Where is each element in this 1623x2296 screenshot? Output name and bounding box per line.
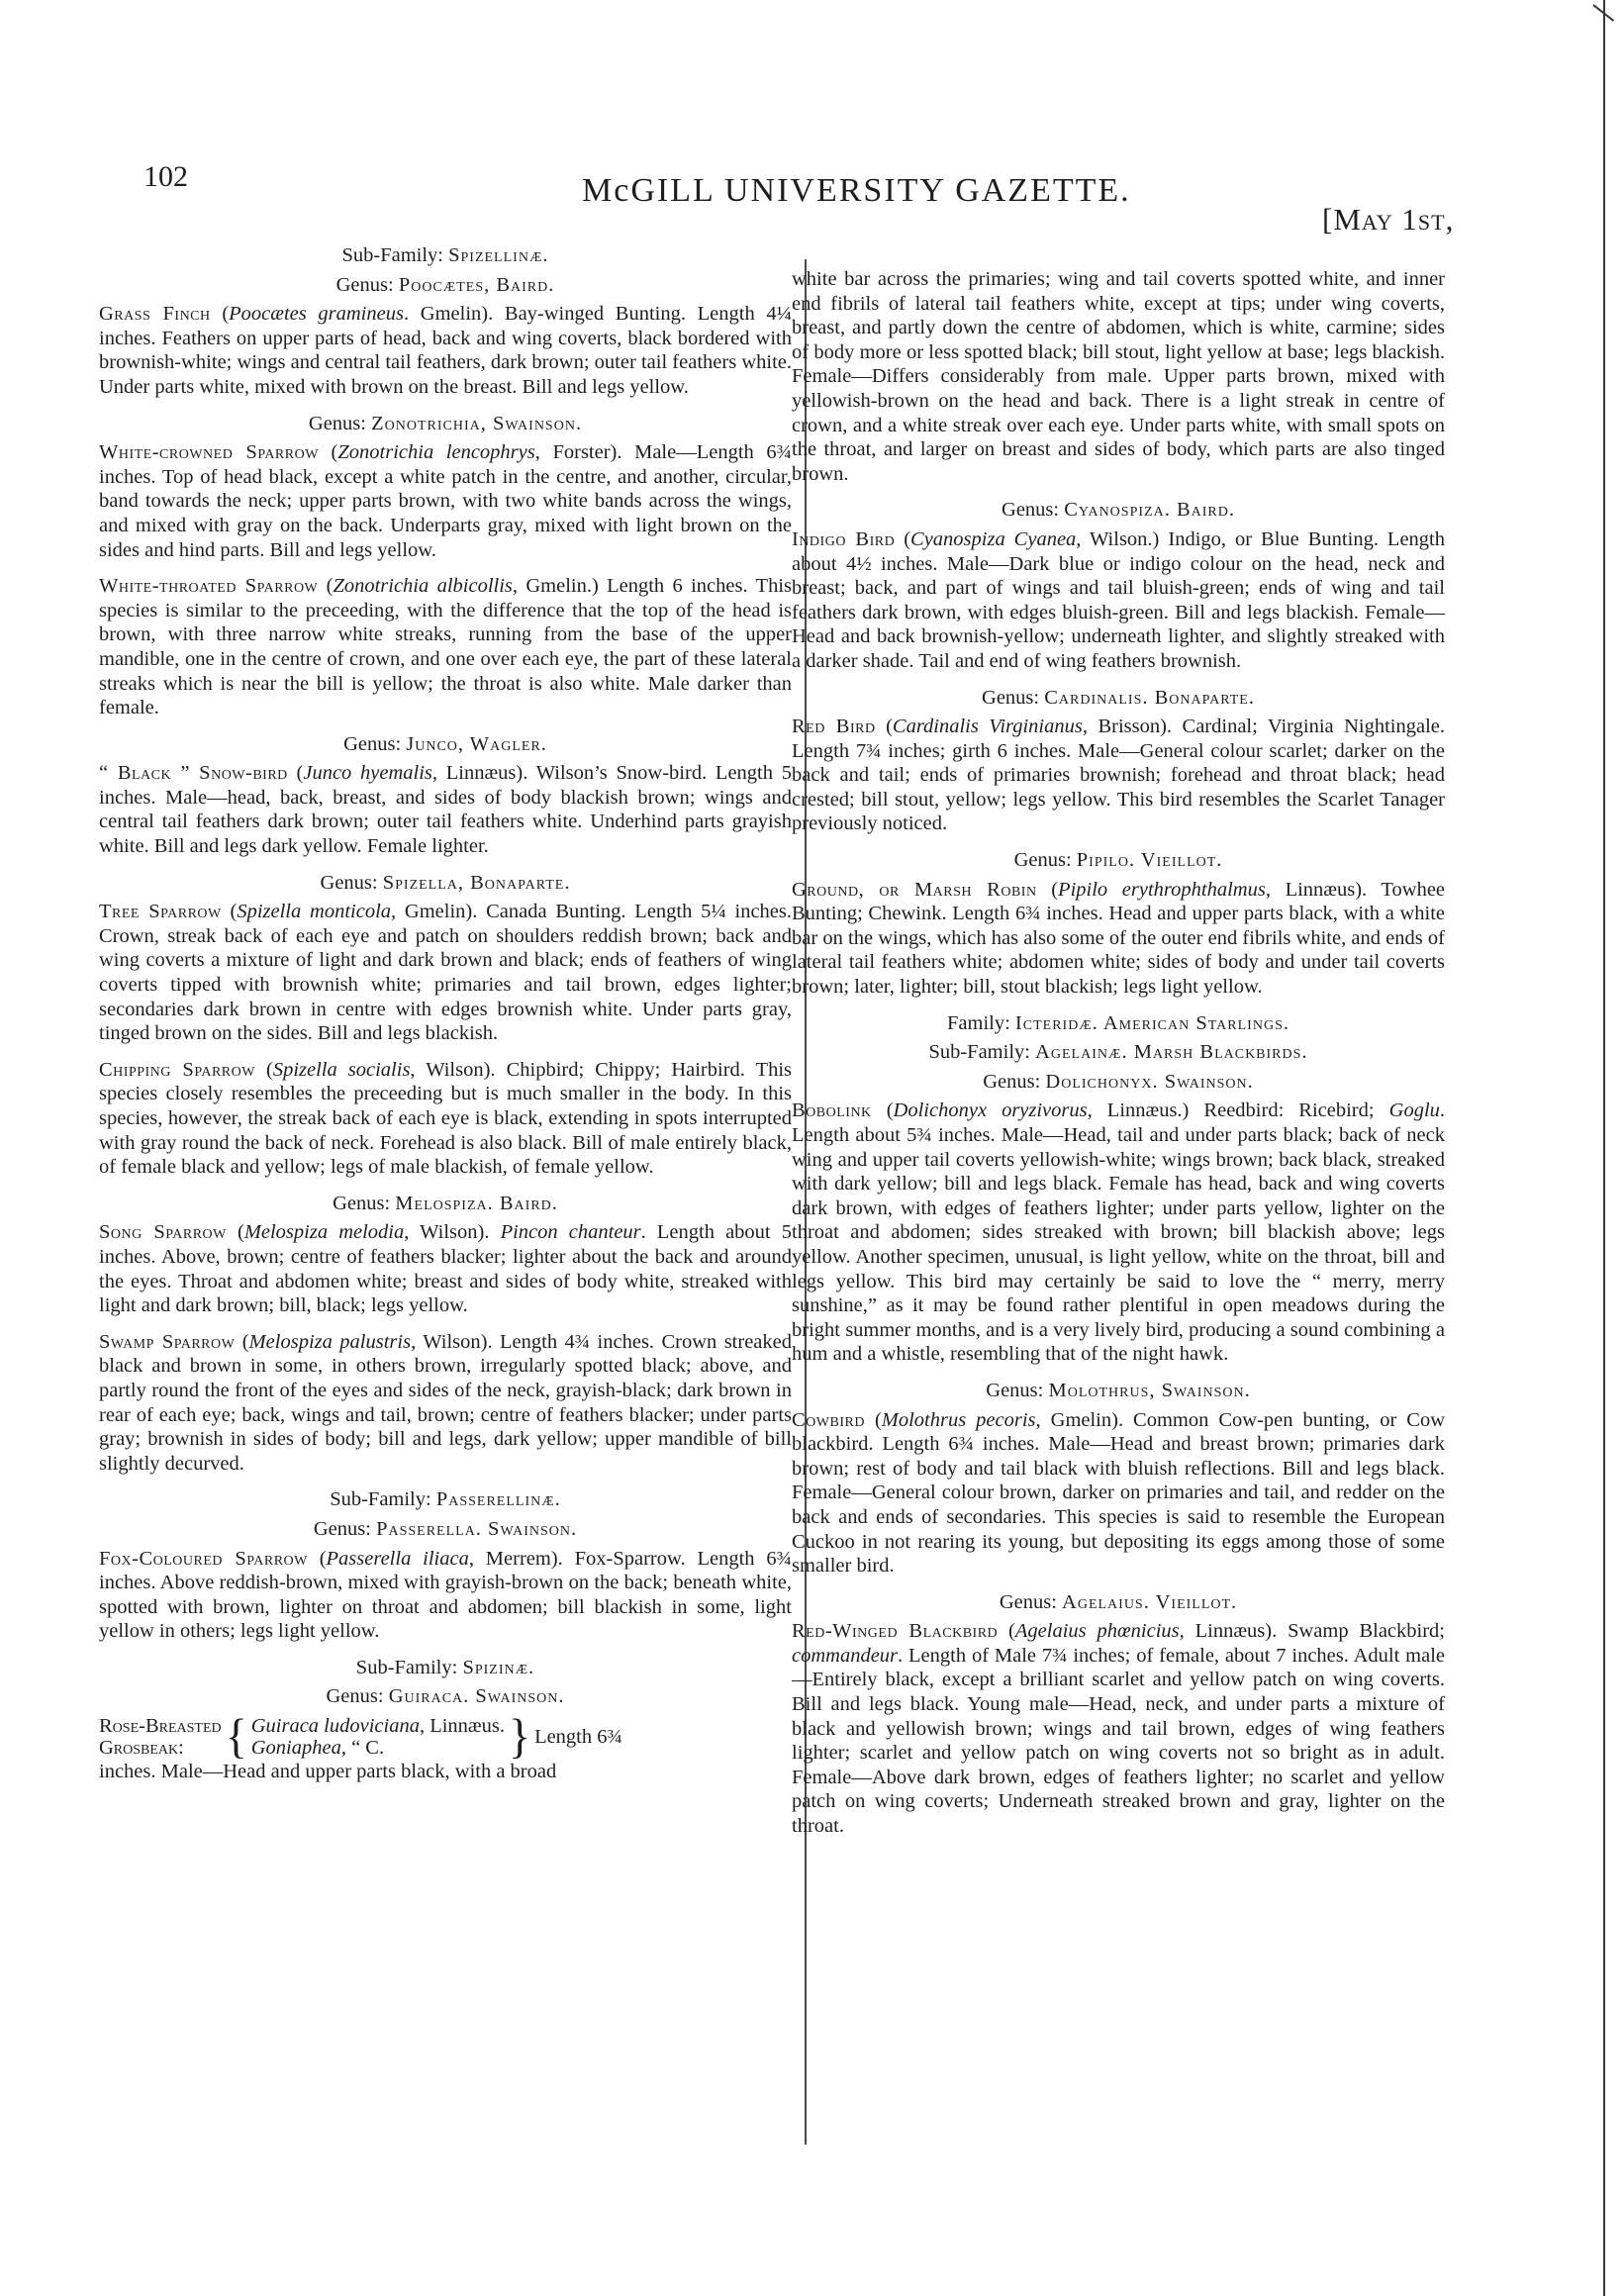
grosbeak-description: inches. Male—Head and upper parts black, with a broad [99,1761,557,1783]
species-latin-name: Zonotrichia albicollis [333,575,513,598]
species-entry [99,1058,792,1180]
heading-name: Passerellinæ. [435,1488,561,1511]
heading-name: Agelainæ. Marsh Blackbirds. [1035,1041,1308,1064]
species-common-name: Ground, or Marsh Robin [792,878,1037,901]
grosbeak-entry [99,1709,792,1764]
heading-rank: Genus: [982,686,1040,709]
grosbeak-name-line [251,1737,505,1759]
heading-name: Cardinalis. Bonaparte. [1044,686,1255,709]
species-entry [792,1408,1445,1578]
species-alt-name: Goglu [1388,1100,1440,1122]
species-entry [792,878,1445,1000]
species-common-name: Bobolink [792,1100,872,1122]
section-heading [99,243,792,268]
heading-name: Pipilo. Vieillot. [1076,849,1223,872]
species-entry [99,1330,792,1477]
species-common-name: Tree Sparrow [99,901,222,923]
species-paren: ( [874,1408,882,1431]
heading-name: Spizella, Bonaparte. [382,871,571,894]
species-entry [99,302,792,399]
heading-rank: Genus: [983,1070,1041,1093]
species-description: , Gmelin). Canada Bunting. Length 5¼ inches. Crown, streak back of each eye and patch on shoulders reddish brown; back and wing coverts a mixture of light and dark brown and black; ends of feathers of wing coverts tipped with brownish white; primaries and tail brown, edges lighter; secondaries dark brown in centre with edges brownish white. Under parts gray, tinged brown on the sides. Bill and legs blackish. [99,901,793,1045]
species-latin-name: Zonotrichia lencophrys [337,441,535,464]
right-column [792,267,1445,1851]
section-heading [792,1070,1445,1095]
species-entry [792,715,1445,836]
species-latin-name: Cyanospiza Cyanea [910,527,1077,550]
grosbeak-latin-1: Guiraca ludoviciana [250,1715,420,1738]
species-common-name: Grass Finch [99,303,211,326]
species-entry [99,761,792,858]
species-description: , Merrem). Fox-Sparrow. Length 6¾ inches. Above reddish-brown, mixed with grayish-brown on the back; beneath white, spotted with brown, lighter on throat and abdomen; bill blackish in some, light yellow in others; legs light yellow. [99,1547,792,1643]
section-heading [99,273,792,298]
grosbeak-name-line [251,1715,505,1737]
section-heading [792,686,1445,711]
species-latin-name: Melospiza palustris [248,1330,412,1353]
heading-rank: Genus: [308,412,366,434]
species-entry [99,440,792,562]
species-description: , Linnæus). Wilson’s Snow-bird. Length 5 inches. Male—head, back, breast, and sides of body blackish brown; wings and central tail feathers dark brown; outer tail feathers white. Underhind parts grayish white. Bill and legs dark yellow. Female lighter. [99,762,792,858]
species-latin-name: Dolichonyx oryzivorus [893,1100,1088,1122]
running-title: McGILL UNIVERSITY GAZETTE. [582,172,1131,209]
heading-rank: Genus: [1013,849,1072,872]
species-latin-name: Passerella iliaca [326,1547,469,1570]
grosbeak-label [99,1715,222,1759]
heading-name: Junco, Wagler. [406,732,547,755]
species-paren: ( [331,441,338,464]
heading-rank: Genus: [313,1517,371,1540]
species-description-cont: . Length about 5¾ inches. Male—Head, tail and under parts black; back of neck wing and upper tail coverts yellowish-white; wings brown; back black, streaked with dark yellow; bill and legs black. Female has head, back and wing coverts dark brown, with edges of feathers lighter; under parts yellow, lighter on the throat and abdomen; sides streaked with brown; bill blackish above; legs yellow. Another specimen, unusual, is light yellow, white on the throat, bill and legs yellow. This bird may certainly be said to love the “ merry, merry sunshine,” as it may be found rather plentiful in open meadows during the bright summer months, and is a very lively bird, producing a sound combining a hum and a whistle, resembling that of the night hawk. [792,1100,1446,1366]
heading-rank: Genus: [343,732,402,755]
heading-rank: Sub-Family: [355,1656,458,1678]
species-description: , Linnæus.) Reedbird: Ricebird; [1087,1100,1389,1122]
species-entry [792,1619,1445,1838]
section-heading [99,1192,792,1216]
heading-rank: Genus: [333,1192,391,1214]
species-latin-name: Molothrus pecoris [881,1408,1036,1431]
species-paren: ( [886,1100,894,1122]
species-description: , Linnæus). Towhee Bunting; Chewink. Length 6¾ inches. Head and upper parts black, with a white bar on the wings, which has also some of the outer end fibrils white, and ends of lateral tail feathers white; abdomen white; sides of body and under tail coverts brown; later, lighter; bill, stout blackish; legs light yellow. [792,878,1446,999]
species-entry [99,574,792,720]
continued-text: white bar across the primaries; wing and tail coverts spotted white, and inner end fibrils of lateral tail feathers white, except at tips; under wing coverts, breast, and partly down the centre of abdomen, which is white, carmine; sides of body more or less spotted black; bill stout, light yellow at base; legs blackish. Female—Differs considerably from male. Upper parts brown, mixed with yellowish-brown on the head and back. There is a light streak in centre of crown, and a white streak over each eye. Under parts white, with small spots on the throat, and larger on breast and sides of body, which parts are also tinged brown. [792,268,1445,485]
species-description: , Gmelin). Common Cow-pen bunting, or Cow blackbird. Length 6¾ inches. Male—Head and breast brown; primaries dark brown; rest of body and tail black with bluish reflections. Bill and legs black. Female—General colour brown, darker on primaries and tail, and redder on the back and ends of secondaries. This species is said to resemble the European Cuckoo in not rearing its young, but depositing its eggs among those of some smaller bird. [792,1408,1446,1578]
species-paren: ( [1051,878,1059,901]
heading-name: Icteridæ. American Starlings. [1014,1011,1289,1034]
heading-rank: Sub-Family: [330,1488,431,1511]
grosbeak-length: Length 6¾ [534,1725,622,1748]
species-description: , Wilson). Length 4¾ inches. Crown streaked black and brown in some, in others brown, irregularly spotted black; above, and partly round the front of the eyes and sides of the neck, grayish-black; dark brown in rear of each eye; back, wings and tail, brown; centre of feathers blacker; under parts gray; brownish in sides of body; bill and legs, dark yellow; upper mandible of bill slightly decurved. [99,1330,792,1475]
species-latin-name: Agelaius phœnicius [1014,1620,1180,1643]
heading-name: Agelaius. Vieillot. [1062,1590,1238,1613]
species-latin-name: Pipilo erythrophthalmus [1058,878,1266,901]
heading-rank: Genus: [986,1379,1044,1401]
right-brace: } [508,1709,531,1764]
grosbeak-author-2: , “ C. [340,1737,385,1760]
section-heading [99,1656,792,1680]
heading-name: Spizellinæ. [448,244,549,266]
section-heading [792,1590,1445,1615]
heading-name: Cyanospiza. Baird. [1064,499,1235,522]
species-alt-name: Pincon chanteur [500,1221,641,1244]
species-paren: ( [1008,1620,1015,1643]
section-heading [99,1487,792,1512]
species-latin-name: Junco hyemalis [303,762,432,785]
species-entry [792,1099,1445,1367]
species-alt-name: commandeur [792,1644,899,1667]
species-description: , Linnæus). Swamp Blackbird; [1179,1620,1445,1643]
species-paren: ( [326,575,334,598]
species-common-name: White-throated Sparrow [99,575,319,598]
species-description: , Brisson). Cardinal; Virginia Nightingale. Length 7¾ inches; girth 6 inches. Male—General colour scarlet; darker on the back and tail; ends of primaries brownish; forehead and throat black; head crested; bill stout, yellow; legs yellow. This bird resembles the Scarlet Tanager previously noticed. [792,716,1445,835]
species-paren: ( [230,901,238,923]
heading-rank: Sub-Family: [928,1041,1030,1064]
species-description: , Wilson.) Indigo, or Blue Bunting. Length about 4½ inches. Male—Dark blue or indigo colour on the head, neck and breast; back, and part of wings and tail bluish-green; ends of wing and tail feathers dark brown, with edges bluish-green. Bill and legs blackish. Female—Head and back brownish-yellow; underneath lighter, and slightly streaked with a darker shade. Tail and end of wing feathers brownish. [792,527,1445,672]
heading-name: Molothrus, Swainson. [1048,1379,1251,1401]
species-paren: ( [319,1547,327,1570]
section-heading [792,1040,1445,1065]
left-brace: { [225,1709,247,1764]
species-description-cont: . Length about 5 inches. Above, brown; centre of feathers blacker; lighter about the back and around the eyes. Throat and abdomen white; breast and sides of body white, streaked with light and dark brown; bill, black; legs yellow. [99,1221,792,1317]
section-heading [99,1517,792,1542]
section-heading [99,1684,792,1709]
heading-rank: Genus: [335,273,394,296]
heading-name: Zonotrichia, Swainson. [371,412,583,434]
species-common-name: Indigo Bird [792,527,896,550]
species-common-name: Red-Winged Blackbird [792,1620,999,1643]
page-edge [1603,0,1605,2296]
section-heading [99,871,792,896]
species-paren: ( [222,303,230,326]
species-common-name: White-crowned Sparrow [99,441,319,464]
species-common-name: Chipping Sparrow [99,1058,255,1081]
heading-rank: Genus: [326,1685,384,1708]
left-column [99,241,792,1784]
grosbeak-label-1: Rose-Breasted [99,1715,222,1738]
species-latin-name: Melospiza melodia [243,1221,405,1244]
species-common-name: Song Sparrow [99,1221,227,1244]
page-number: 102 [143,160,188,193]
species-paren: ( [237,1221,244,1244]
heading-name: Melospiza. Baird. [395,1192,558,1214]
grosbeak-author-1: , Linnæus. [419,1715,505,1738]
species-description: , Gmelin.) Length 6 inches. This species is similar to the preceeding, with the difference that the top of the head is brown, with three narrow white streaks, running from the base of the upper mandible, one in the centre of crown, and one over each eye, the part of these lateral streaks which is near the bill is yellow; the throat is also white. Male darker than female. [99,575,792,719]
grosbeak-latin-2: Goniaphea [250,1737,341,1760]
species-latin-name: Poocætes gramineus [229,303,404,326]
species-latin-name: Spizella socialis [272,1058,411,1081]
species-entry [792,527,1445,674]
species-common-name: Fox-Coloured Sparrow [99,1547,308,1570]
grosbeak-label-2: Grosbeak: [99,1737,184,1760]
heading-rank: Family: [947,1011,1010,1034]
section-heading [792,1011,1445,1036]
species-paren: ( [904,527,911,550]
heading-name: Spizinæ. [462,1656,535,1678]
heading-name: Passerella. Swainson. [376,1517,578,1540]
species-description: . Gmelin). Bay-winged Bunting. Length 4¼ inches. Feathers on upper parts of head, back and wing coverts, black bordered with brownish-white; wings and central tail feathers, dark brown; outer tail feathers white. Under parts white, mixed with brown on the breast. Bill and legs yellow. [99,303,793,398]
species-paren: ( [241,1330,249,1353]
heading-name: Poocætes, Baird. [398,273,555,296]
species-paren: ( [886,716,893,738]
heading-rank: Genus: [1002,499,1060,522]
species-entry [99,1547,792,1644]
species-common-name: Red Bird [792,716,876,738]
section-heading [792,498,1445,523]
section-heading [792,848,1445,873]
species-entry [99,900,792,1046]
species-description: , Wilson). [404,1221,501,1244]
species-latin-name: Spizella monticola [237,901,392,923]
species-entry [99,1220,792,1317]
section-heading [99,732,792,757]
species-description: , Wilson). Chipbird; Chippy; Hairbird. This species closely resembles the preceeding but is much smaller in the body. In this species, however, the streak back of each eye is black, extending in spots interrupted with gray round the back of neck. Forehead is also black. Bill of male entirely black, of female black and yellow; legs of male blackish, of female yellow. [99,1058,792,1179]
heading-name: Dolichonyx. Swainson. [1045,1070,1254,1093]
heading-name: Guiraca. Swainson. [388,1685,565,1708]
species-description-cont: . Length of Male 7¾ inches; of female, about 7 inches. Adult male—Entirely black, except a brilliant scarlet and yellow patch on wing coverts. Bill and legs black. Young male—Head, neck, and under parts a mixture of black and yellowish brown; wings and tail brown, edges of wing feathers lighter; scarlet and yellow patch on wing coverts not so bright as in adult. Female—Above dark brown, edges of feathers lighter; no scarlet and yellow patch on wing coverts; Underneath streaked brown and gray, lighter on the throat. [792,1644,1445,1838]
section-heading [792,1379,1445,1403]
section-heading [99,412,792,436]
species-common-name: Swamp Sparrow [99,1330,236,1353]
species-description: , Forster). Male—Length 6¾ inches. Top of head black, except a white patch in the centre, and another, circular, band towards the neck; upper parts brown, with two white bands across the wings, and mixed with gray on the back. Underparts gray, mixed with light brown on the sides and hind parts. Bill and legs yellow. [99,441,793,561]
species-paren: ( [266,1058,273,1081]
species-latin-name: Cardinalis Virginianus [892,716,1083,738]
heading-rank: Sub-Family: [341,244,443,266]
species-paren: ( [296,762,304,785]
issue-date: [May 1st, [1322,202,1455,237]
species-common-name: “ Black ” Snow-bird [99,762,288,785]
species-common-name: Cowbird [792,1408,865,1431]
heading-rank: Genus: [320,871,378,894]
heading-rank: Genus: [999,1590,1057,1613]
grosbeak-names [251,1715,505,1759]
